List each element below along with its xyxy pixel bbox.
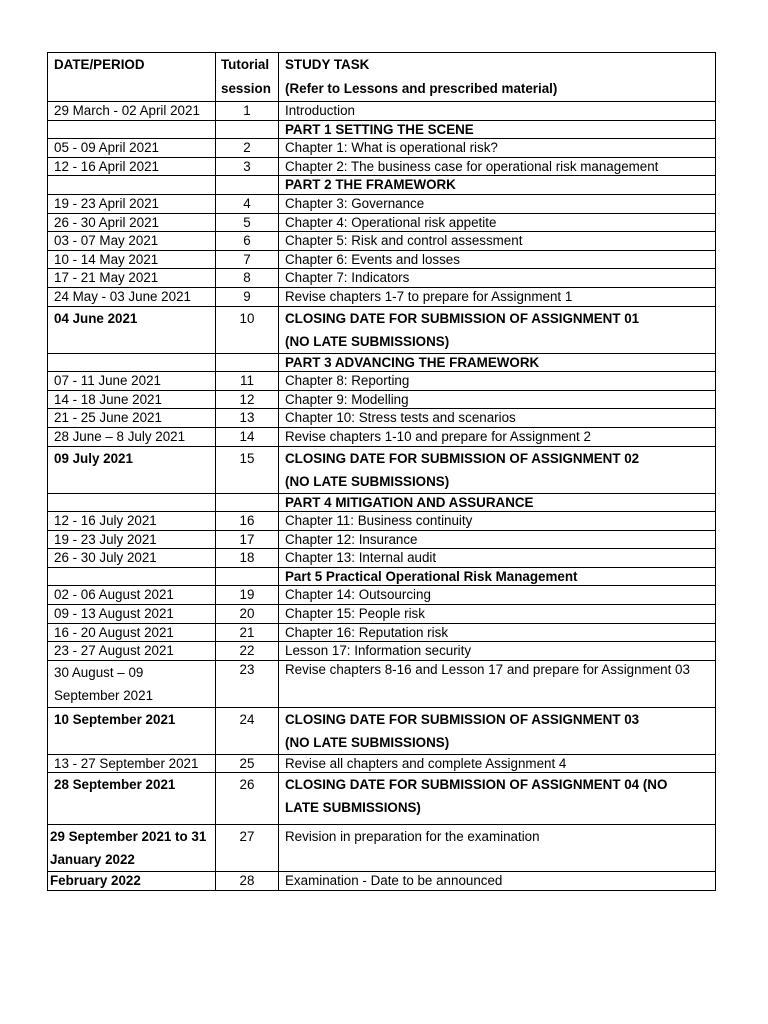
deadline-row (48, 306, 716, 353)
deadline-row (48, 707, 716, 754)
session-cell (216, 120, 279, 139)
table-row (48, 825, 716, 872)
section-row (48, 176, 716, 195)
task-cell: Chapter 7: Indicators (279, 269, 716, 288)
date-cell: 10 - 14 May 2021 (48, 250, 216, 269)
session-cell: 12 (216, 390, 279, 409)
session-cell: 21 (216, 623, 279, 642)
section-row (48, 120, 716, 139)
session-cell: 1 (216, 102, 279, 121)
date-cell: 23 - 27 August 2021 (48, 642, 216, 661)
deadline-task-cell: CLOSING DATE FOR SUBMISSION OF ASSIGNMENT 03 (NO LATE SUBMISSIONS) (279, 707, 716, 754)
task-cell: Chapter 6: Events and losses (279, 250, 716, 269)
date-cell: 03 - 07 May 2021 (48, 232, 216, 251)
session-cell: 27 (216, 825, 279, 872)
section-heading: PART 4 MITIGATION AND ASSURANCE (279, 493, 716, 512)
task-cell: Chapter 9: Modelling (279, 390, 716, 409)
task-cell: Chapter 10: Stress tests and scenarios (279, 409, 716, 428)
table-row (48, 512, 716, 531)
section-row (48, 567, 716, 586)
task-cell: Revise all chapters and complete Assignment 4 (279, 754, 716, 773)
session-cell: 24 (216, 707, 279, 754)
session-cell: 22 (216, 642, 279, 661)
session-cell: 3 (216, 157, 279, 176)
session-cell: 14 (216, 427, 279, 446)
date-cell (48, 120, 216, 139)
header-date-period: DATE/PERIOD (48, 53, 216, 102)
table-row (48, 232, 716, 251)
date-cell: 16 - 20 August 2021 (48, 623, 216, 642)
table-row (48, 549, 716, 568)
session-cell: 10 (216, 306, 279, 353)
section-heading: PART 2 THE FRAMEWORK (279, 176, 716, 195)
task-cell: Chapter 2: The business case for operational risk management (279, 157, 716, 176)
table-row (48, 623, 716, 642)
session-cell: 18 (216, 549, 279, 568)
table-row (48, 586, 716, 605)
date-cell (48, 493, 216, 512)
table-row (48, 390, 716, 409)
session-cell: 6 (216, 232, 279, 251)
session-cell: 7 (216, 250, 279, 269)
date-cell: 09 - 13 August 2021 (48, 605, 216, 624)
table-row (48, 530, 716, 549)
table-row (48, 194, 716, 213)
date-cell: 19 - 23 July 2021 (48, 530, 216, 549)
date-cell: 05 - 09 April 2021 (48, 139, 216, 158)
table-row (48, 269, 716, 288)
session-cell: 19 (216, 586, 279, 605)
date-cell: 09 July 2021 (48, 446, 216, 493)
session-cell: 9 (216, 287, 279, 306)
table-row (48, 139, 716, 158)
date-cell: 26 - 30 July 2021 (48, 549, 216, 568)
task-cell: Revision in preparation for the examination (279, 825, 716, 872)
session-cell: 2 (216, 139, 279, 158)
date-cell: 29 March - 02 April 2021 (48, 102, 216, 121)
table-row (48, 872, 716, 891)
session-cell: 8 (216, 269, 279, 288)
header-tutorial-session: Tutorial session (216, 53, 279, 102)
date-cell: 14 - 18 June 2021 (48, 390, 216, 409)
date-cell: 07 - 11 June 2021 (48, 372, 216, 391)
date-cell (48, 176, 216, 195)
task-cell: Lesson 17: Information security (279, 642, 716, 661)
session-cell (216, 353, 279, 372)
session-cell: 20 (216, 605, 279, 624)
session-cell: 25 (216, 754, 279, 773)
date-cell: 19 - 23 April 2021 (48, 194, 216, 213)
table-row (48, 754, 716, 773)
study-schedule-table (47, 52, 716, 891)
date-cell: 28 June – 8 July 2021 (48, 427, 216, 446)
task-cell: Chapter 4: Operational risk appetite (279, 213, 716, 232)
session-cell: 17 (216, 530, 279, 549)
session-cell: 5 (216, 213, 279, 232)
session-cell: 11 (216, 372, 279, 391)
date-cell: 02 - 06 August 2021 (48, 586, 216, 605)
date-cell: 12 - 16 July 2021 (48, 512, 216, 531)
session-cell (216, 176, 279, 195)
date-cell: 28 September 2021 (48, 773, 216, 825)
task-cell: Chapter 3: Governance (279, 194, 716, 213)
session-cell: 28 (216, 872, 279, 891)
date-cell: 29 September 2021 to 31 January 2022 (48, 825, 216, 872)
task-cell: Chapter 5: Risk and control assessment (279, 232, 716, 251)
deadline-task-cell: CLOSING DATE FOR SUBMISSION OF ASSIGNMENT 04 (NO LATE SUBMISSIONS) (279, 773, 716, 825)
table-row (48, 660, 716, 707)
deadline-row (48, 446, 716, 493)
session-cell: 16 (216, 512, 279, 531)
deadline-row (48, 773, 716, 825)
date-cell: 24 May - 03 June 2021 (48, 287, 216, 306)
table-row (48, 605, 716, 624)
table-row (48, 409, 716, 428)
section-row (48, 353, 716, 372)
date-cell: 26 - 30 April 2021 (48, 213, 216, 232)
table-row (48, 157, 716, 176)
header-study-task: STUDY TASK (Refer to Lessons and prescribed material) (279, 53, 716, 102)
task-cell: Chapter 14: Outsourcing (279, 586, 716, 605)
date-cell: 30 August – 09 September 2021 (48, 660, 216, 707)
section-heading: Part 5 Practical Operational Risk Management (279, 567, 716, 586)
session-cell (216, 493, 279, 512)
task-cell: Chapter 8: Reporting (279, 372, 716, 391)
date-cell: 10 September 2021 (48, 707, 216, 754)
task-cell: Chapter 15: People risk (279, 605, 716, 624)
session-cell: 4 (216, 194, 279, 213)
session-cell: 26 (216, 773, 279, 825)
task-cell: Revise chapters 1-10 and prepare for Assignment 2 (279, 427, 716, 446)
date-cell (48, 567, 216, 586)
task-cell: Chapter 11: Business continuity (279, 512, 716, 531)
date-cell: 17 - 21 May 2021 (48, 269, 216, 288)
table-row (48, 102, 716, 121)
session-cell: 15 (216, 446, 279, 493)
table-row (48, 213, 716, 232)
date-cell: February 2022 (48, 872, 216, 891)
table-row (48, 372, 716, 391)
table-row (48, 250, 716, 269)
task-cell: Revise chapters 1-7 to prepare for Assignment 1 (279, 287, 716, 306)
date-cell (48, 353, 216, 372)
table-row (48, 642, 716, 661)
task-cell: Revise chapters 8-16 and Lesson 17 and prepare for Assignment 03 (279, 660, 716, 707)
table-header-row (48, 53, 716, 102)
task-cell: Chapter 13: Internal audit (279, 549, 716, 568)
session-cell: 23 (216, 660, 279, 707)
section-row (48, 493, 716, 512)
section-heading: PART 3 ADVANCING THE FRAMEWORK (279, 353, 716, 372)
deadline-task-cell: CLOSING DATE FOR SUBMISSION OF ASSIGNMENT 02 (NO LATE SUBMISSIONS) (279, 446, 716, 493)
date-cell: 12 - 16 April 2021 (48, 157, 216, 176)
section-heading: PART 1 SETTING THE SCENE (279, 120, 716, 139)
session-cell (216, 567, 279, 586)
date-cell: 13 - 27 September 2021 (48, 754, 216, 773)
task-cell: Chapter 1: What is operational risk? (279, 139, 716, 158)
date-cell: 04 June 2021 (48, 306, 216, 353)
task-cell: Introduction (279, 102, 716, 121)
task-cell: Chapter 16: Reputation risk (279, 623, 716, 642)
table-row (48, 427, 716, 446)
task-cell: Examination - Date to be announced (279, 872, 716, 891)
date-cell: 21 - 25 June 2021 (48, 409, 216, 428)
deadline-task-cell: CLOSING DATE FOR SUBMISSION OF ASSIGNMENT 01 (NO LATE SUBMISSIONS) (279, 306, 716, 353)
session-cell: 13 (216, 409, 279, 428)
task-cell: Chapter 12: Insurance (279, 530, 716, 549)
table-row (48, 287, 716, 306)
